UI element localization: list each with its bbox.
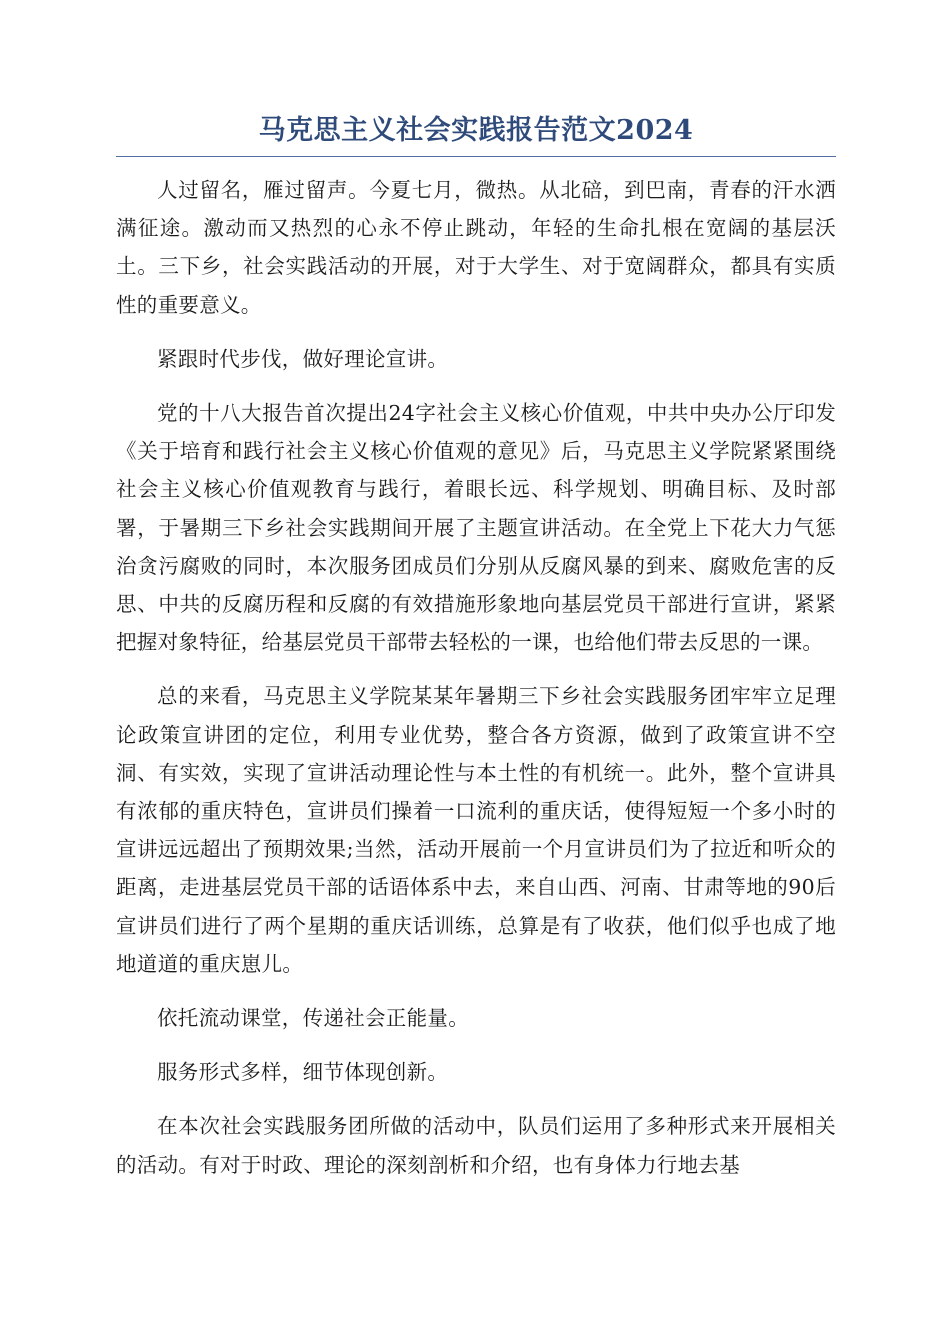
paragraph-theory: 党的十八大报告首次提出24字社会主义核心价值观，中共中央办公厅印发《关于培育和践行社会主义核心价值观的意见》后，马克思主义学院紧紧围绕社会主义核心价值观教育与践行，着眼长远、科学规划、明确目标、及时部署，于暑期三下乡社会实践期间开展了主题宣讲活动。在全党上下花大力气惩治贪污腐败的同时，本次服务团成员们分别从反腐风暴的到来、腐败危害的反思、中共的反腐历程和反腐的有效措施形象地向基层党员干部进行宣讲，紧紧把握对象特征，给基层党员干部带去轻松的一课，也给他们带去反思的一课。 xyxy=(116,401,836,655)
paragraph-heading-service: 服务形式多样，细节体现创新。 xyxy=(157,1060,449,1085)
document-body xyxy=(116,171,836,1184)
paragraph-heading-classroom: 依托流动课堂，传递社会正能量。 xyxy=(157,1006,469,1031)
paragraph-summary: 总的来看，马克思主义学院某某年暑期三下乡社会实践服务团牢牢立足理论政策宣讲团的定位，利用专业优势，整合各方资源，做到了政策宣讲不空洞、有实效，实现了宣讲活动理论性与本土性的有机统一。此外，整个宣讲具有浓郁的重庆特色，宣讲员们操着一口流利的重庆话，使得短短一个多小时的宣讲远远超出了预期效果;当然，活动开展前一个月宣讲员们为了拉近和听众的距离，走进基层党员干部的话语体系中去，来自山西、河南、甘肃等地的90后宣讲员们进行了两个星期的重庆话训练，总算是有了收获，他们似乎也成了地地道道的重庆崽儿。 xyxy=(116,684,836,976)
title-underline xyxy=(116,156,836,157)
paragraph-heading-theory: 紧跟时代步伐，做好理论宣讲。 xyxy=(157,346,449,371)
paragraph-intro: 人过留名，雁过留声。今夏七月，微热。从北碚，到巴南，青春的汗水洒满征途。激动而又热烈的心永不停止跳动，年轻的生命扎根在宽阔的基层沃土。三下乡，社会实践活动的开展，对于大学生、对于宽阔群众，都具有实质性的重要意义。 xyxy=(116,178,836,317)
document-page xyxy=(116,112,836,1200)
document-title: 马克思主义社会实践报告范文2024 xyxy=(258,115,694,146)
paragraph-activities: 在本次社会实践服务团所做的活动中，队员们运用了多种形式来开展相关的活动。有对于时政、理论的深刻剖析和介绍，也有身体力行地去基 xyxy=(116,1114,836,1177)
